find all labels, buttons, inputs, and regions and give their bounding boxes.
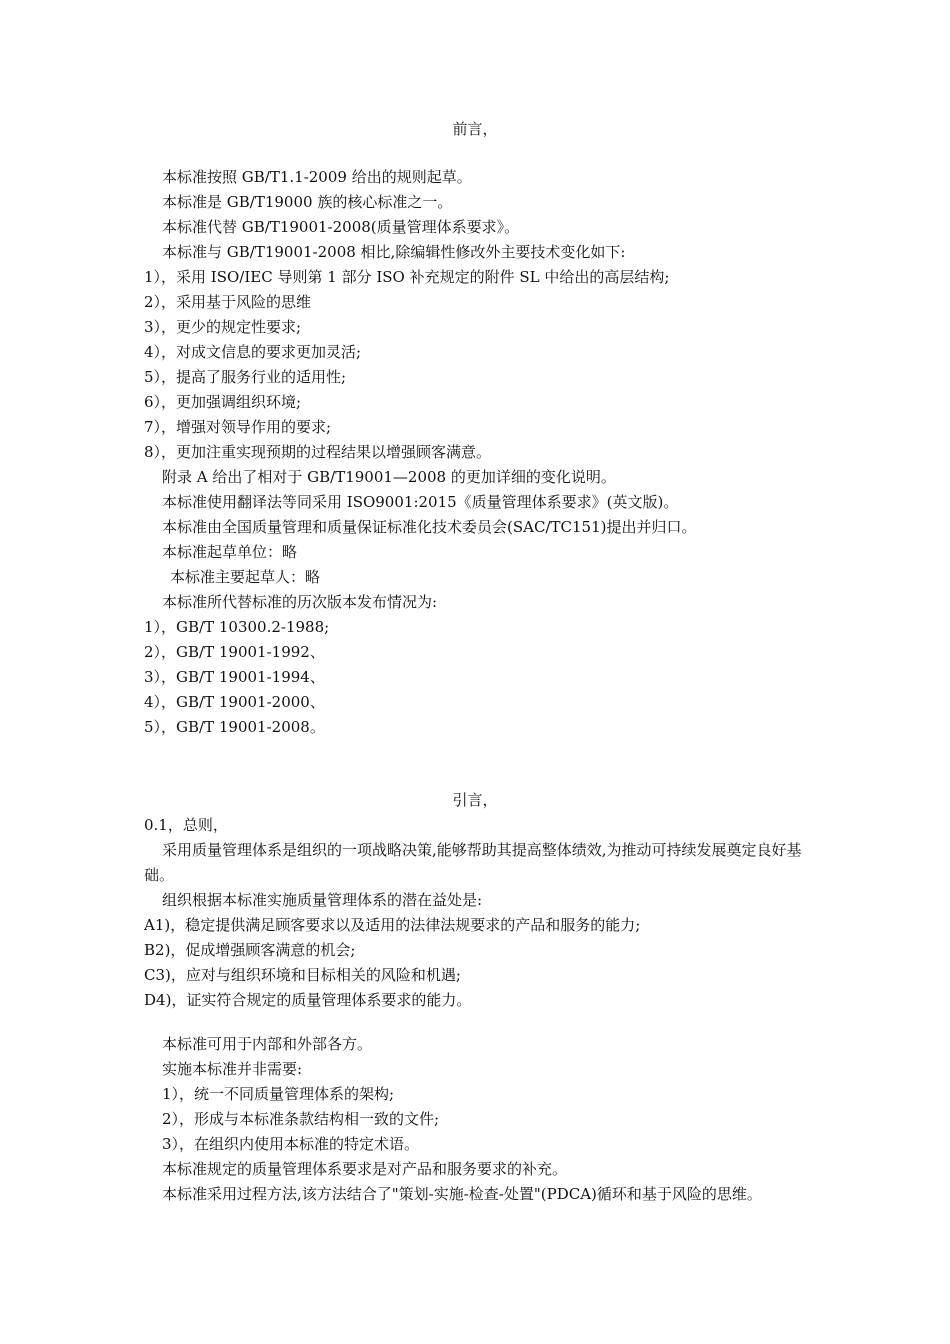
change-item: 2），采用基于风险的思维 xyxy=(144,293,312,311)
version-item: 5），GB/T 19001-2008。 xyxy=(144,718,325,736)
foreword-body xyxy=(144,165,824,740)
requirement-item: 2），形成与本标准条款结构相一致的文件; xyxy=(162,1110,440,1128)
intro-paragraph: 采用质量管理体系是组织的一项战略决策,能够帮助其提高整体绩效,为推动可持续发展奠定良好基础。 xyxy=(144,841,802,884)
paragraph-gap xyxy=(144,1013,824,1032)
intro-line: 本标准规定的质量管理体系要求是对产品和服务要求的补充。 xyxy=(162,1160,568,1178)
change-item: 6），更加强调组织环境; xyxy=(144,393,302,411)
benefit-item: C3)，应对与组织环境和目标相关的风险和机遇; xyxy=(144,966,461,984)
version-item: 1），GB/T 10300.2-1988; xyxy=(144,618,330,636)
foreword-line: 本标准由全国质量管理和质量保证标准化技术委员会(SAC/TC151)提出并归口。 xyxy=(162,518,697,536)
change-item: 3），更少的规定性要求; xyxy=(144,318,302,336)
change-item: 7），增强对领导作用的要求; xyxy=(144,418,332,436)
foreword-line: 本标准使用翻译法等同采用 ISO9001:2015《质量管理体系要求》(英文版)。 xyxy=(162,493,679,511)
foreword-line: 本标准起草单位：略 xyxy=(162,543,298,561)
foreword-line: 本标准所代替标准的历次版本发布情况为: xyxy=(162,593,438,611)
foreword-line: 本标准与 GB/T19001-2008 相比,除编辑性修改外主要技术变化如下: xyxy=(162,243,626,261)
version-item: 4），GB/T 19001-2000、 xyxy=(144,693,325,711)
foreword-line: 本标准代替 GB/T19001-2008(质量管理体系要求》。 xyxy=(162,218,520,236)
foreword-line: 本标准是 GB/T19000 族的核心标准之一。 xyxy=(162,193,453,211)
section-heading: 0.1，总则， xyxy=(144,816,228,834)
change-item: 8），更加注重实现预期的过程结果以增强顾客满意。 xyxy=(144,443,492,461)
requirement-item: 3），在组织内使用本标准的特定术语。 xyxy=(162,1135,420,1153)
intro-line: 实施本标准并非需要: xyxy=(162,1060,303,1078)
foreword-line: 附录 A 给出了相对于 GB/T19001—2008 的更加详细的变化说明。 xyxy=(162,468,616,486)
version-item: 2），GB/T 19001-1992、 xyxy=(144,643,325,661)
introduction-title: 引言， xyxy=(452,791,498,809)
intro-line: 组织根据本标准实施质量管理体系的潜在益处是: xyxy=(162,891,483,909)
version-item: 3），GB/T 19001-1994、 xyxy=(144,668,325,686)
introduction-body xyxy=(144,813,824,1207)
intro-line: 本标准可用于内部和外部各方。 xyxy=(162,1035,373,1053)
change-item: 4），对成文信息的要求更加灵活; xyxy=(144,343,362,361)
foreword-line: 本标准主要起草人：略 xyxy=(170,568,321,586)
foreword-title: 前言， xyxy=(452,120,498,138)
foreword-line: 本标准按照 GB/T1.1-2009 给出的规则起草。 xyxy=(162,168,472,186)
benefit-item: B2)，促成增强顾客满意的机会; xyxy=(144,941,356,959)
change-item: 1），采用 ISO/IEC 导则第 1 部分 ISO 补充规定的附件 SL 中给出的高层结构; xyxy=(144,268,670,286)
benefit-item: A1)，稳定提供满足顾客要求以及适用的法律法规要求的产品和服务的能力; xyxy=(144,916,641,934)
benefit-item: D4)，证实符合规定的质量管理体系要求的能力。 xyxy=(144,991,472,1009)
intro-line: 本标准采用过程方法,该方法结合了"策划-实施-检查-处置"(PDCA)循环和基于风险的思维。 xyxy=(162,1185,762,1203)
change-item: 5），提高了服务行业的适用性; xyxy=(144,368,347,386)
requirement-item: 1），统一不同质量管理体系的架构; xyxy=(162,1085,395,1103)
